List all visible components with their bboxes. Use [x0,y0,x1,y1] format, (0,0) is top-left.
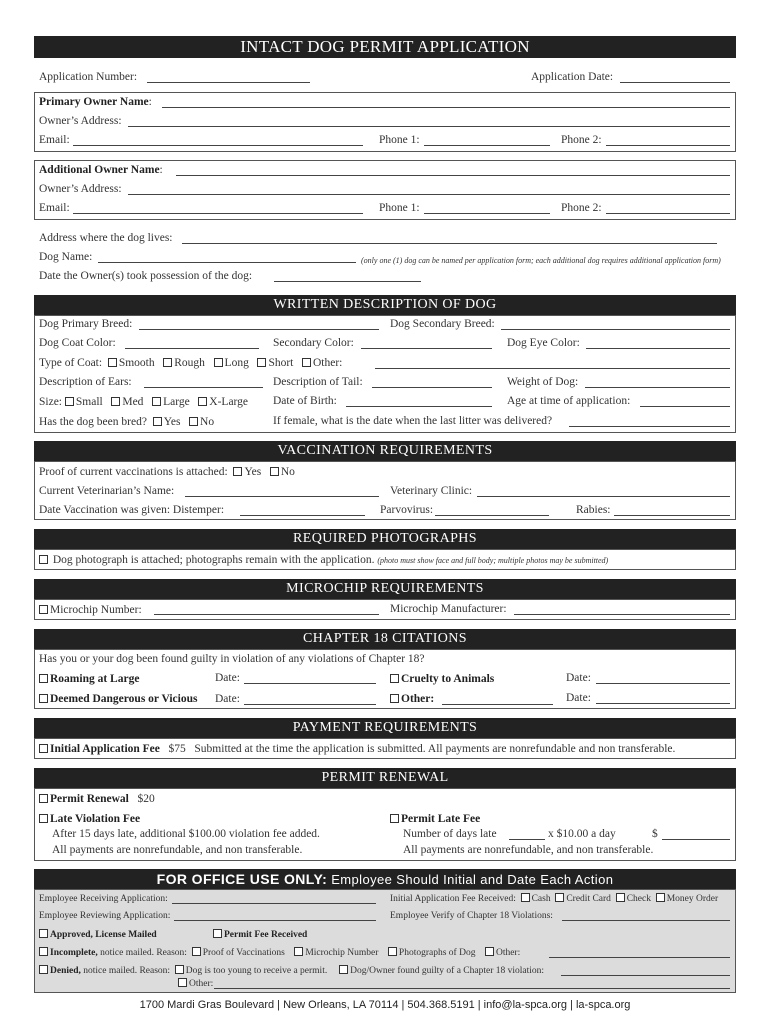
money-order-checkbox[interactable] [656,893,665,902]
additional-owner-name-label: Additional Owner Name: [39,164,163,176]
clinic-label: Veterinary Clinic: [390,485,473,497]
citations-header: CHAPTER 18 CITATIONS [34,629,736,649]
secondary-breed-label: Dog Secondary Breed: [390,318,495,330]
ears-label: Description of Ears: [39,376,132,388]
cruelty-row: Cruelty to Animals [390,673,494,686]
other-citation-field[interactable] [442,704,553,705]
possession-date-label: Date the Owner(s) took possession of the dog: [39,270,253,282]
approved-row: Approved, License Mailed [39,929,157,942]
litter-label: If female, what is the date when the last litter was delivered? [273,415,553,427]
bred-no-checkbox[interactable] [189,417,198,426]
primary-owner-name-label: Primary Owner Name: [39,96,152,108]
microchip-manufacturer-label: Microchip Manufacturer: [390,603,507,615]
vet-name-label: Current Veterinarian’s Name: [39,485,175,497]
written-description-header: WRITTEN DESCRIPTION OF DOG [34,295,736,315]
dangerous-date-field[interactable] [244,704,376,705]
employee-receiving-field[interactable] [172,903,376,904]
credit-checkbox[interactable] [555,893,564,902]
weight-label: Weight of Dog: [507,376,579,388]
roaming-checkbox[interactable] [39,674,48,683]
size-row: Size: Small Med Large X-Large [39,396,249,408]
roaming-date-field[interactable] [244,683,376,684]
coat-type-row: Type of Coat: Smooth Rough Long Short Other: [39,357,343,369]
guilty-field[interactable] [561,975,730,976]
employee-verify-label: Employee Verify of Chapter 18 Violations: [390,911,553,921]
dog-address-label: Address where the dog lives: [39,232,173,244]
additional-phone1-label: Phone 1: [379,202,420,214]
late-rate-label: x $10.00 a day [548,828,616,840]
coat-color-field[interactable] [125,348,259,349]
tail-label: Description of Tail: [273,376,363,388]
fee-received-row: Initial Application Fee Received: Cash Credit Card Check Money Order [390,894,719,904]
application-date-label: Application Date: [531,71,614,83]
incomplete-row: Incomplete, notice mailed. Reason: Proof of Vaccinations Microchip Number Photographs of Dog Other: [39,947,520,960]
permit-late-checkbox[interactable] [390,814,399,823]
primary-phone2-label: Phone 2: [561,134,602,146]
approved-checkbox[interactable] [39,929,48,938]
denied-other-row: Other: [178,978,213,991]
cruelty-checkbox[interactable] [390,674,399,683]
roaming-date-label: Date: [215,672,240,684]
primary-breed-label: Dog Primary Breed: [39,318,133,330]
proof-yes-checkbox[interactable] [233,467,242,476]
large-checkbox[interactable] [152,397,161,406]
photo-attached-checkbox[interactable] [39,555,48,564]
late-violation-row: Late Violation Fee [39,813,140,826]
too-young-checkbox[interactable] [175,965,184,974]
rabies-label: Rabies: [576,504,611,516]
clinic-field[interactable] [477,496,730,497]
employee-receiving-label: Employee Receiving Application: [39,894,168,904]
rough-checkbox[interactable] [163,358,172,367]
secondary-color-field[interactable] [361,348,492,349]
primary-breed-field[interactable] [139,329,379,330]
short-checkbox[interactable] [257,358,266,367]
cruelty-date-label: Date: [566,672,591,684]
age-field[interactable] [640,406,730,407]
employee-verify-field[interactable] [562,920,730,921]
dangerous-checkbox[interactable] [39,694,48,703]
violation-line-2: All payments are nonrefundable, and non transferable. [52,844,303,856]
distemper-field[interactable] [240,515,365,516]
ears-field[interactable] [144,387,263,388]
rabies-field[interactable] [614,515,730,516]
additional-email-field[interactable] [73,213,363,214]
incomplete-other-field[interactable] [549,957,730,958]
application-number-label: Application Number: [39,71,138,83]
permit-fee-checkbox[interactable] [213,929,222,938]
late-dollar-label: $ [652,828,658,840]
dangerous-row: Deemed Dangerous or Vicious [39,693,197,706]
denied-row: Denied, notice mailed. Reason: Dog is too young to receive a permit. Dog/Owner found guilty of a Chapter 18 violation: [39,965,544,978]
weight-field[interactable] [585,387,730,388]
additional-phone2-label: Phone 2: [561,202,602,214]
other-coat-field[interactable] [375,368,730,369]
late-line-2: All payments are nonrefundable, and non transferable. [403,844,654,856]
proof-vacc-checkbox[interactable] [192,947,201,956]
renewal-header: PERMIT RENEWAL [34,768,736,788]
secondary-breed-field[interactable] [501,329,730,330]
late-days-label: Number of days late [403,828,497,840]
bred-row: Has the dog been bred? Yes No [39,416,215,428]
primary-email-label: Email: [39,134,70,146]
permit-renewal-checkbox[interactable] [39,794,48,803]
primary-owner-address-field[interactable] [128,126,730,127]
other-citation-checkbox[interactable] [390,694,399,703]
dangerous-date-label: Date: [215,693,240,705]
photographs-header: REQUIRED PHOTOGRAPHS [34,529,736,549]
late-total-field[interactable] [662,839,730,840]
distemper-label: Date Vaccination was given: Distemper: [39,504,225,516]
payment-header: PAYMENT REQUIREMENTS [34,718,736,738]
primary-phone1-field[interactable] [424,145,550,146]
primary-owner-name-field[interactable] [162,107,730,108]
microchip-missing-checkbox[interactable] [294,947,303,956]
bred-yes-checkbox[interactable] [153,417,162,426]
eye-color-field[interactable] [586,348,730,349]
incomplete-checkbox[interactable] [39,947,48,956]
microchip-manufacturer-field[interactable] [514,614,730,615]
employee-reviewing-label: Employee Reviewing Application: [39,911,171,921]
other-coat-checkbox[interactable] [302,358,311,367]
photos-missing-checkbox[interactable] [388,947,397,956]
photo-row: Dog photograph is attached; photographs remain with the application. (photo must show face and full body; multiple photos may be submitted) [39,554,608,567]
cash-checkbox[interactable] [521,893,530,902]
citations-question: Has you or your dog been found guilty in violation of any violations of Chapter 18? [39,653,425,665]
eye-color-label: Dog Eye Color: [507,337,580,349]
denied-other-field[interactable] [214,988,730,989]
application-number-field[interactable] [147,82,310,83]
dog-address-field[interactable] [182,243,717,244]
late-days-field[interactable] [509,839,545,840]
denied-other-checkbox[interactable] [178,978,187,987]
additional-owner-address-label: Owner’s Address: [39,183,122,195]
litter-field[interactable] [569,426,730,427]
primary-owner-address-label: Owner’s Address: [39,115,122,127]
parvo-label: Parvovirus: [380,504,434,516]
permit-renewal-row: Permit Renewal $20 [39,793,155,806]
employee-reviewing-field[interactable] [174,920,376,921]
initial-fee-row: Initial Application Fee $75 Submitted at the time the application is submitted. All payments are nonrefundable and non transferable. [39,743,675,756]
roaming-row: Roaming at Large [39,673,139,686]
additional-owner-name-field[interactable] [176,175,730,176]
secondary-color-label: Secondary Color: [273,337,354,349]
form-title: INTACT DOG PERMIT APPLICATION [34,36,736,58]
microchip-header: MICROCHIP REQUIREMENTS [34,579,736,599]
primary-phone2-field[interactable] [606,145,730,146]
additional-email-label: Email: [39,202,70,214]
proof-row: Proof of current vaccinations is attached: Yes No [39,466,295,478]
dog-name-label: Dog Name: [39,251,93,263]
med-checkbox[interactable] [111,397,120,406]
incomplete-other-checkbox[interactable] [485,947,494,956]
cruelty-date-field[interactable] [596,683,730,684]
application-date-field[interactable] [620,82,730,83]
dob-field[interactable] [346,406,492,407]
primary-phone1-label: Phone 1: [379,134,420,146]
proof-no-checkbox[interactable] [270,467,279,476]
age-label: Age at time of application: [507,395,631,407]
microchip-checkbox[interactable] [39,605,48,614]
additional-owner-address-field[interactable] [128,194,730,195]
other-citation-row: Other: [390,693,434,706]
long-checkbox[interactable] [214,358,223,367]
primary-email-field[interactable] [73,145,363,146]
vaccination-header: VACCINATION REQUIREMENTS [34,441,736,461]
footer-contact: 1700 Mardi Gras Boulevard | New Orleans, LA 70114 | 504.368.5191 | info@la-spca.org | la-spca.org [139,999,631,1011]
vet-name-field[interactable] [185,496,379,497]
office-header: FOR OFFICE USE ONLY: Employee Should Initial and Date Each Action [34,869,736,889]
parvo-field[interactable] [435,515,549,516]
dob-label: Date of Birth: [273,395,337,407]
additional-phone2-field[interactable] [606,213,730,214]
late-violation-checkbox[interactable] [39,814,48,823]
coat-color-label: Dog Coat Color: [39,337,116,349]
other-date-label: Date: [566,692,591,704]
microchip-number-field[interactable] [154,614,379,615]
check-checkbox[interactable] [616,893,625,902]
microchip-number-row: Microchip Number: [39,604,142,617]
additional-phone1-field[interactable] [424,213,550,214]
xlarge-checkbox[interactable] [198,397,207,406]
tail-field[interactable] [372,387,492,388]
permit-fee-row: Permit Fee Received [213,929,307,942]
initial-fee-checkbox[interactable] [39,744,48,753]
violation-line-1: After 15 days late, additional $100.00 violation fee added. [52,828,320,840]
dog-name-field[interactable] [98,262,356,263]
other-date-field[interactable] [596,703,730,704]
guilty-checkbox[interactable] [339,965,348,974]
dog-name-note: (only one (1) dog can be named per application form; each additional dog requires additional application form) [361,256,721,265]
possession-date-field[interactable] [274,281,421,282]
smooth-checkbox[interactable] [108,358,117,367]
small-checkbox[interactable] [65,397,74,406]
denied-checkbox[interactable] [39,965,48,974]
permit-late-row: Permit Late Fee [390,813,480,826]
